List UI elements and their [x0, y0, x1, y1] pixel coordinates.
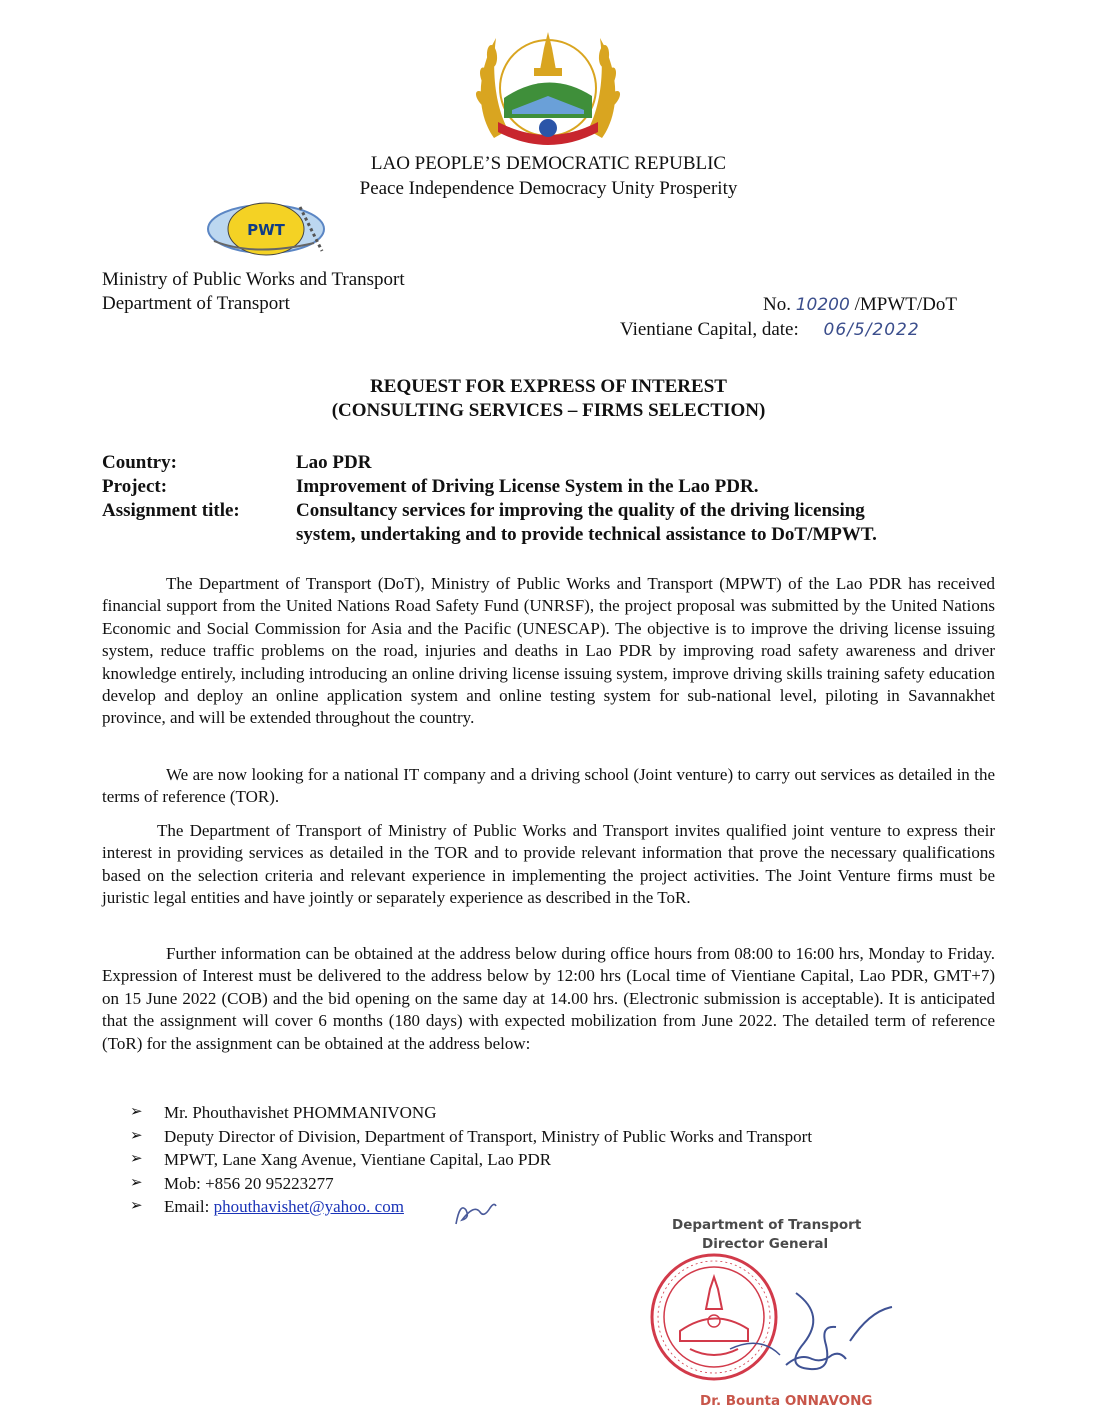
- reference-number: [763, 293, 957, 317]
- date-label: Vientiane Capital, date:: [620, 319, 799, 340]
- reference-prefix: No.: [763, 294, 791, 315]
- arrow-bullet-icon: ➢: [130, 1127, 143, 1144]
- pwt-logo-text: PWT: [247, 221, 285, 239]
- list-item: [130, 1125, 812, 1149]
- document-subtitle: (CONSULTING SERVICES – FIRMS SELECTION): [331, 400, 766, 421]
- signature-role: Director General: [702, 1236, 829, 1252]
- assignment-label: Assignment title:: [102, 500, 240, 521]
- list-item: [130, 1101, 812, 1125]
- signature-department: Department of Transport: [672, 1217, 862, 1233]
- country-name: LAO PEOPLE’S DEMOCRATIC REPUBLIC: [370, 153, 727, 174]
- pwt-logo: [204, 197, 328, 259]
- ministry-name: Ministry of Public Works and Transport: [102, 269, 405, 290]
- arrow-bullet-icon: ➢: [130, 1174, 143, 1191]
- paragraph-invitation: The Department of Transport of Ministry of Public Works and Transport invites qualified joint venture to express their interest in providing services as detailed in the TOR and to provide relevant information that prove the necessary qualifications based on the selection criteria and relevant experience in implementing the project activities. The Joint Venture firms must be juristic legal entities and have jointly or separately experience as described in the ToR.: [102, 821, 995, 908]
- list-item: [130, 1172, 812, 1196]
- project-value: Improvement of Driving License System in the Lao PDR.: [296, 476, 759, 497]
- document-date: [620, 318, 920, 342]
- project-label: Project:: [102, 476, 168, 497]
- country-value: Lao PDR: [296, 452, 372, 473]
- assignment-value-line2: system, undertaking and to provide technical assistance to DoT/MPWT.: [296, 524, 877, 545]
- department-name: Department of Transport: [102, 293, 290, 314]
- paragraph-looking-for: We are now looking for a national IT company and a driving school (Joint venture) to carry out services as detailed in the terms of reference (TOR).: [102, 765, 995, 807]
- email-label: Email:: [164, 1197, 210, 1216]
- contact-mobile: Mob: +856 20 95223277: [164, 1173, 334, 1193]
- signatory-name: Dr. Bounta ONNAVONG: [700, 1393, 873, 1409]
- email-link[interactable]: phouthavishet@yahoo. com: [213, 1197, 404, 1216]
- reference-suffix: /MPWT/DoT: [854, 294, 957, 315]
- date-handwritten: 06/5/2022: [823, 320, 920, 340]
- reference-number-handwritten: 10200: [795, 295, 850, 315]
- initials-signature: [450, 1196, 498, 1230]
- director-signature: [700, 1285, 900, 1385]
- contact-address: MPWT, Lane Xang Avenue, Vientiane Capital, Lao PDR: [164, 1150, 552, 1169]
- paragraph-background: The Department of Transport (DoT), Ministry of Public Works and Transport (MPWT) of the Lao PDR has received financial support from the United Nations Road Safety Fund (UNRSF), the project proposal was submitted by the United Nations Economic and Social Commission for Asia and the Pacific (UNESCAP). The objective is to improve the driving license issuing system, reduce traffic problems on the road, injuries and deaths in Lao PDR by improving road safety awareness and driver knowledge entirely, including introducing an online driving license issuing system, improve driving skills training safety education develop and deploy an online application system and online testing system for sub-national level, piloting in Savannakhet province, and will be extended throughout the country.: [102, 574, 995, 728]
- national-motto: Peace Independence Democracy Unity Prosperity: [359, 178, 738, 199]
- paragraph-further-info: Further information can be obtained at the address below during office hours from 08:00 to 16:00 hrs, Monday to Friday. Expression of Interest must be delivered to the address below by 12:00 hrs (Local time of Vientiane Capital, Lao PDR, GMT+7) on 15 June 2022 (COB) and the bid opening on the same day at 14.00 hrs. (Electronic submission is acceptable). It is anticipated that the assignment will cover 6 months (180 days) with expected mobilization from June 2022. The detailed term of reference (ToR) for the assignment can be obtained at the address below:: [102, 944, 995, 1053]
- contact-name: Mr. Phouthavishet PHOMMANIVONG: [164, 1103, 437, 1122]
- document-title: REQUEST FOR EXPRESS OF INTEREST: [370, 376, 727, 397]
- country-label: Country:: [102, 452, 177, 473]
- assignment-value-line1: Consultancy services for improving the quality of the driving licensing: [296, 500, 865, 521]
- arrow-bullet-icon: ➢: [130, 1104, 143, 1120]
- lao-national-emblem: [474, 18, 622, 156]
- contact-position: Deputy Director of Division, Department of Transport, Ministry of Public Works and Transport: [164, 1126, 813, 1146]
- list-item: [130, 1148, 812, 1172]
- arrow-bullet-icon: ➢: [130, 1151, 143, 1167]
- arrow-bullet-icon: ➢: [130, 1198, 143, 1214]
